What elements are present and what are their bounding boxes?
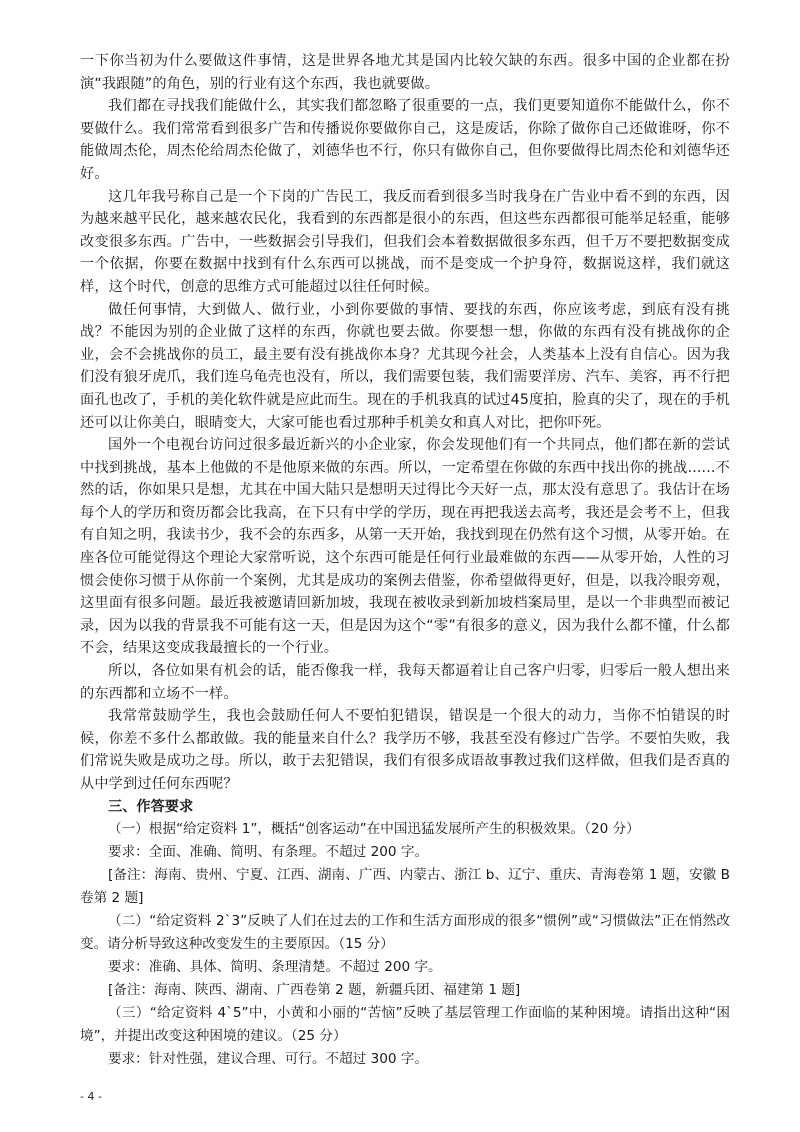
section-heading: 三、作答要求 <box>108 798 194 815</box>
question-2-requirement: 要求：准确、具体、简明、条理清楚。不超过 200 字。 <box>108 959 442 976</box>
question-1-prompt: （一）根据“给定资料 1”，概括“创客运动”在中国迅猛发展所产生的积极效果。（20 分） <box>108 821 640 838</box>
body-paragraph-5: 国外一个电视台访问过很多最近新兴的小企业家，你会发现他们有一个共同点，他们都在新的尝试中找到挑战，基本上他做的不是他原来做的东西。所以，一定希望在你做的东西中找出你的挑战......不然的话，你如果只是想，尤其在中国大陆只是想明天过得比今天好一点，那太没有意思了。我估计在场每个人的学历和资历都会比我高，在下只有中学的学历，现在再把我送去高考，我还是会考不上，但我有自知之明，我读书少，我不会的东西多，从第一天开始，我找到现在仍然有这个习惯，从零开始。在座各位可能觉得这个理论大家常听说，这个东西可能是任何行业最难做的东西——从零开始，人性的习惯会使你习惯于从你前一个案例，尤其是成功的案例去借鉴，你希望做得更好，但是，以我冷眼旁观，这里面有很多问题。最近我被邀请回新加坡，我现在被收录到新加坡档案局里，是以一个非典型而被记录，因为以我的背景我不可能有这一天，但是因为这个“零”有很多的意义，因为我什么都不懂，什么都不会，结果这变成我最擅长的一个行业。 <box>80 437 730 657</box>
question-3-requirement: 要求：针对性强，建议合理、可行。不超过 300 字。 <box>108 1051 429 1068</box>
body-paragraph-3: 这几年我号称自己是一个下岗的广告民工，我反而看到很多当时我身在广告业中看不到的东西，因为越来越平民化，越来越农民化，我看到的东西都是很小的东西，但这些东西都很可能举足轻重，能够改变很多东西。广告中，一些数据会引导我们，但我们会本着数据做很多东西，但千万不要把数据变成一个依据，你要在数据中找到有什么东西可以挑战，而不是变成一个护身符，数据说这样，我们就这样，这个时代，创意的思维方式可能超过以往任何时候。 <box>80 188 730 295</box>
body-paragraph-7: 我常常鼓励学生，我也会鼓励任何人不要怕犯错误，错误是一个很大的动力，当你不怕错误的时候，你差不多什么都敢做。我的能量来自什么？我学历不够，我甚至没有修过广告学。不要怕失败，我们常说失败是成功之母。所以，敢于去犯错误，我们有很多成语故事教过我们这样做，但我们是否真的从中学到过任何东西呢？ <box>80 708 730 792</box>
question-1-note: [备注：海南、贵州、宁夏、江西、湖南、广西、内蒙古、浙江 b、辽宁、重庆、青海卷第 1 题，安徽 B 卷第 2 题] <box>80 867 730 907</box>
body-paragraph-2: 我们都在寻找我们能做什么，其实我们都忽略了很重要的一点，我们更要知道你不能做什么，你不要做什么。我们常常看到很多广告和传播说你要做你自己，这是废话，你除了做你自己还做谁呀，你不能做周杰伦，周杰伦给周杰伦做了，刘德华也不行，你只有做你自己，但你要做得比周杰伦和刘德华还好。 <box>80 98 730 182</box>
question-2-note: [备注：海南、陕西、湖南、广西卷第 2 题，新疆兵团、福建第 1 题] <box>108 982 521 999</box>
question-2-prompt: （二）“给定资料 2`3”反映了人们在过去的工作和生活方面形成的很多“惯例”或“习惯做法”正在悄然改变。请分析导致这种改变发生的主要原因。（15 分） <box>80 913 730 953</box>
body-paragraph-1: 一下你当初为什么要做这件事情，这是世界各地尤其是国内比较欠缺的东西。很多中国的企业都在扮演“我跟随”的角色，别的行业有这个东西，我也就要做。 <box>80 53 730 92</box>
document-page <box>80 50 730 1071</box>
body-paragraph-6: 所以，各位如果有机会的话，能否像我一样，我每天都逼着让自己客户归零，归零后一般人想出来的东西都和立场不一样。 <box>80 663 730 702</box>
question-1-requirement: 要求：全面、准确、简明、有条理。不超过 200 字。 <box>108 844 429 861</box>
page-number: - 4 - <box>80 1090 102 1103</box>
question-3-prompt: （三）“给定资料 4`5”中，小黄和小丽的“苦恼”反映了基层管理工作面临的某种困境。请指出这种“困境”，并提出改变这种困境的建议。（25 分） <box>80 1005 730 1045</box>
body-paragraph-4: 做任何事情，大到做人、做行业，小到你要做的事情、要找的东西，你应该考虑，到底有没有挑战？不能因为别的企业做了这样的东西，你就也要去做。你要想一想，你做的东西有没有挑战你的企业，会不会挑战你的员工，最主要有没有挑战你本身？尤其现今社会，人类基本上没有自信心。因为我们没有狼牙虎爪，我们连乌龟壳也没有，所以，我们需要包装，我们需要洋房、汽车、美容，再不行把面孔也改了，手机的美化软件就是应此而生。现在的手机我真的试过45度拍，脸真的尖了，现在的手机还可以让你美白，眼睛变大，大家可能也看过那种手机美女和真人对比，把你吓死。 <box>80 301 730 431</box>
